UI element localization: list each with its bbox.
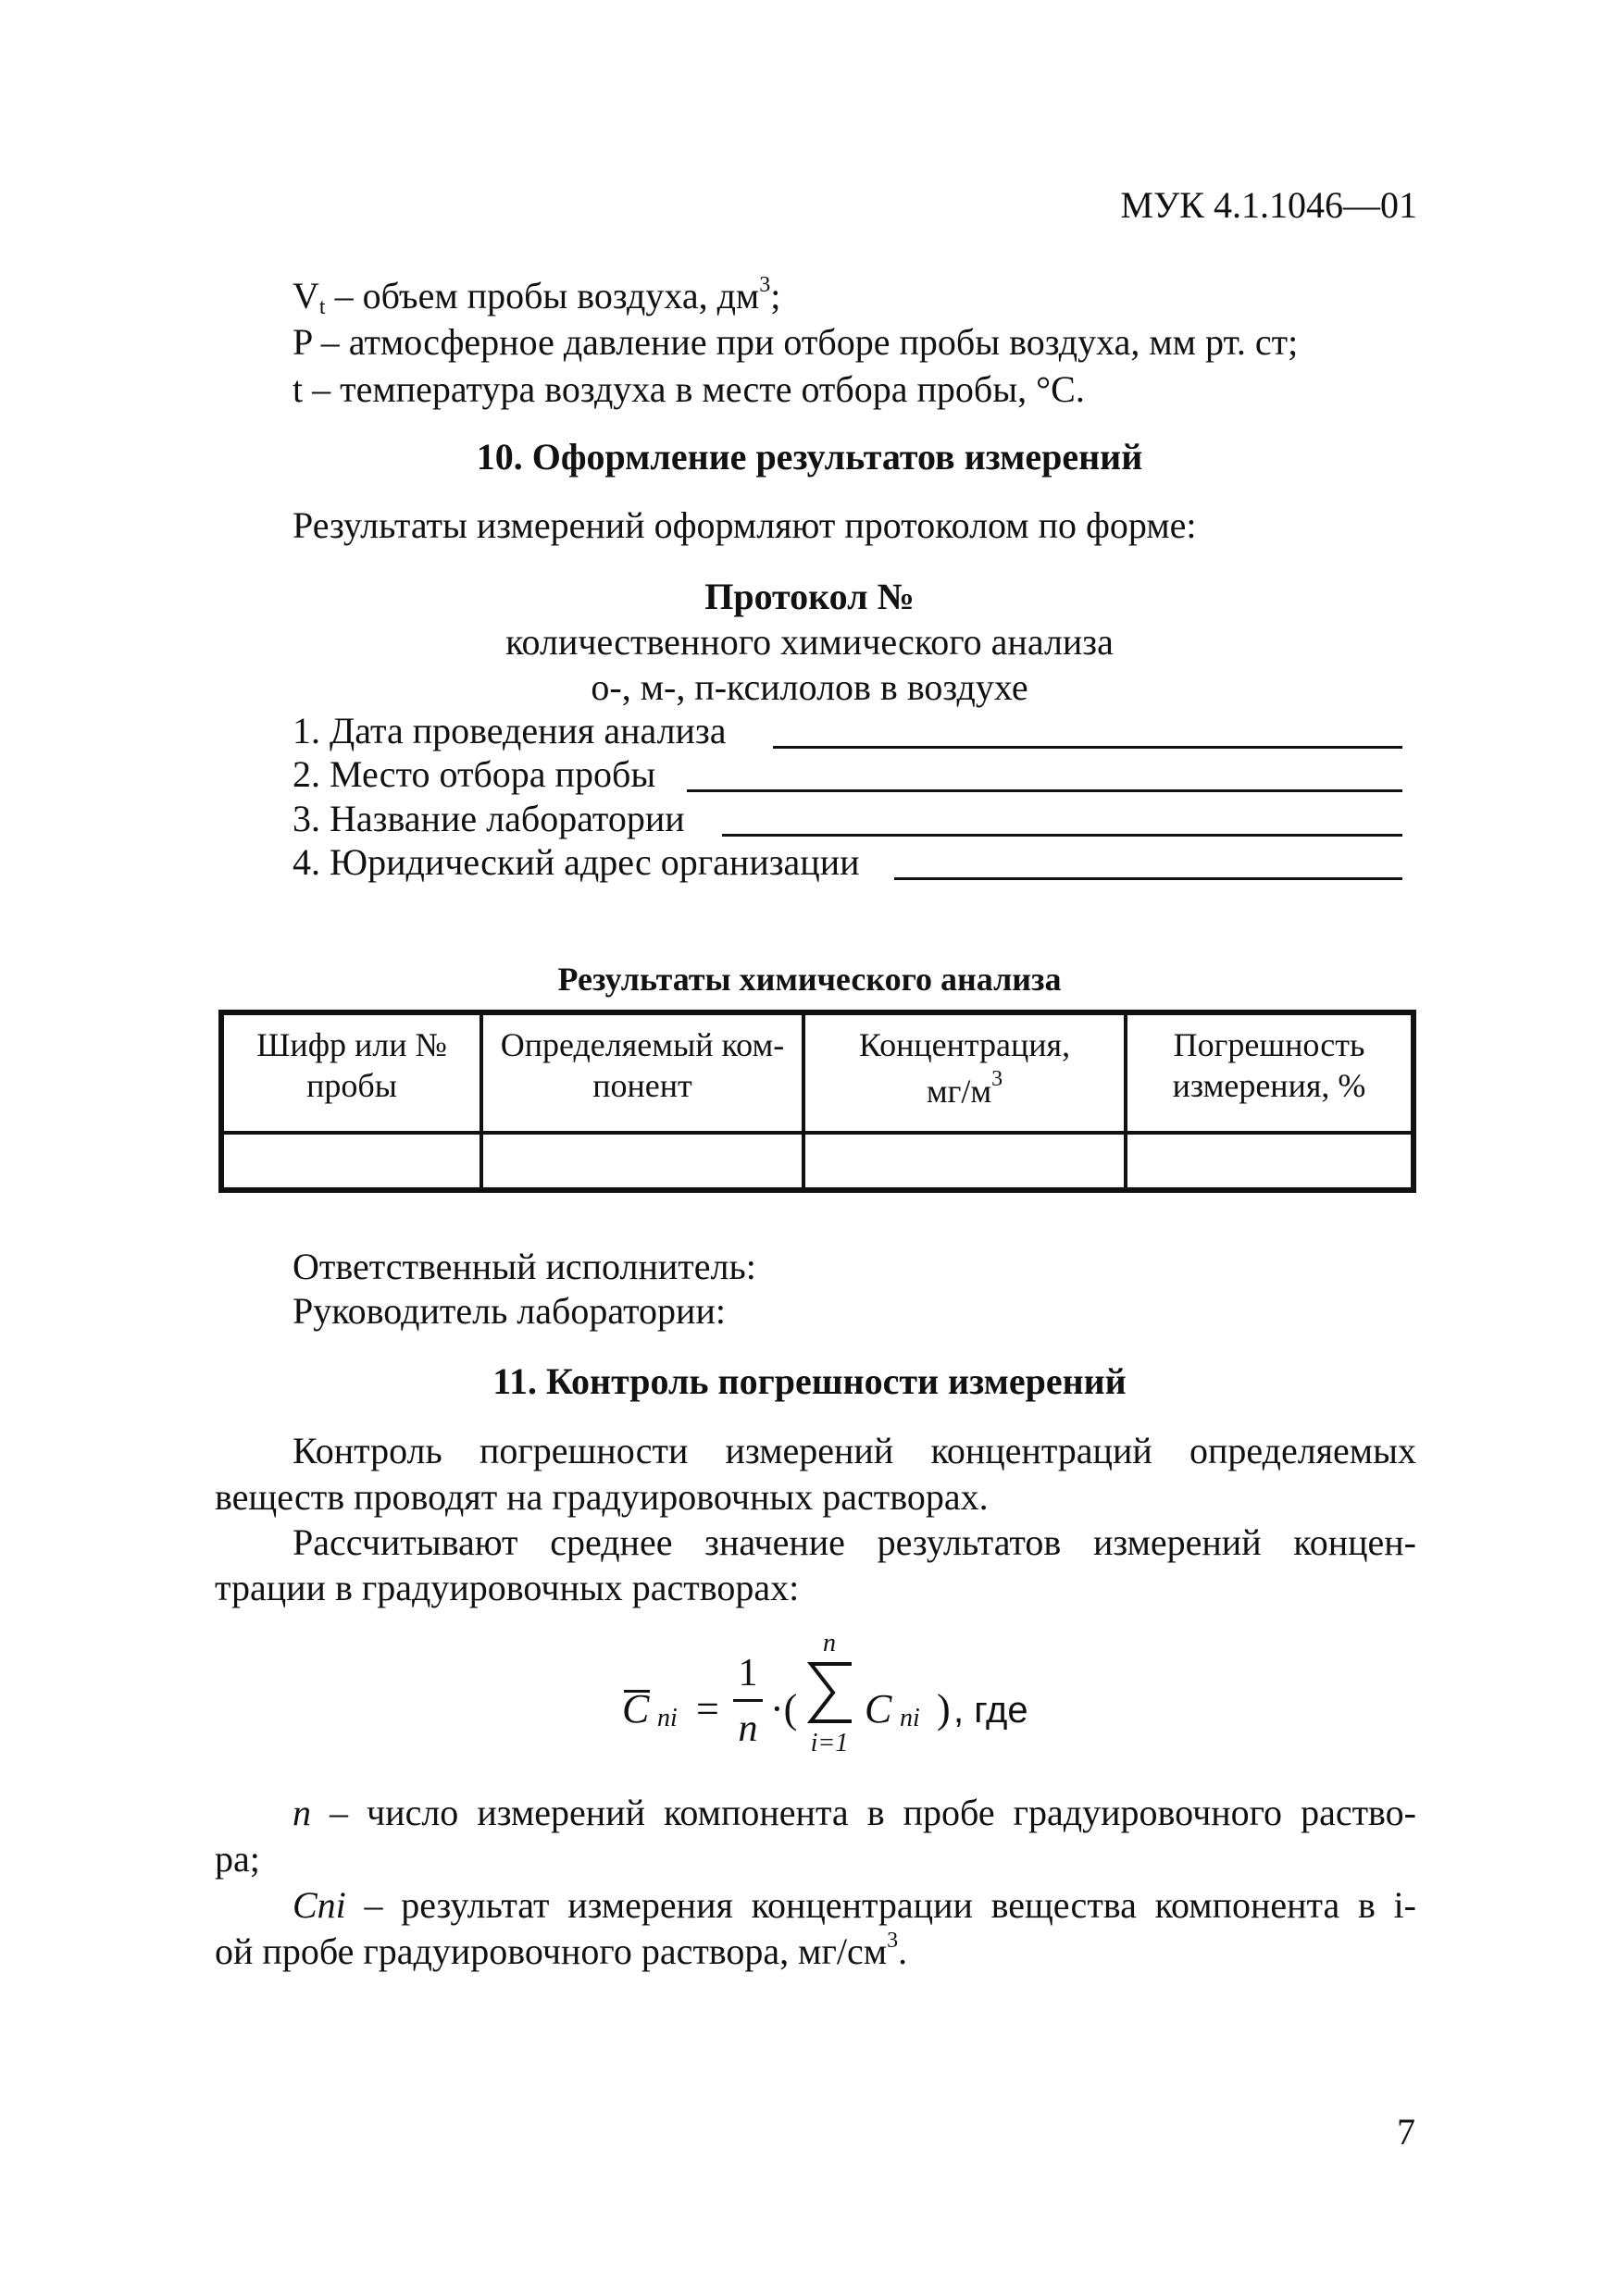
results-table-caption: Результаты химического анализа bbox=[557, 961, 1062, 998]
results-table bbox=[218, 1010, 1416, 1193]
header-error-line2: измерения, % bbox=[1172, 1067, 1366, 1104]
protocol-field-place: 2. Место отбора пробы bbox=[293, 753, 656, 795]
header-concentration-line1: Концентрация, bbox=[858, 1026, 1071, 1063]
protocol-field-date-blank[interactable] bbox=[773, 746, 1402, 749]
explain-cni-superscript: 3 bbox=[887, 1929, 899, 1953]
section-11-para1-line2: веществ проводят на градуировочных растворах. bbox=[215, 1476, 989, 1518]
formula-overline bbox=[624, 1690, 650, 1693]
results-table-empty-row bbox=[221, 1133, 1414, 1190]
vt-end: ; bbox=[770, 275, 781, 316]
formula-sum-lower: i=1 bbox=[810, 1729, 849, 1757]
section-11-para2-line1: Рассчитывают среднее значение результатов измерений концен- bbox=[293, 1521, 1416, 1563]
cell-concentration[interactable] bbox=[803, 1133, 1126, 1190]
signature-head: Руководитель лаборатории: bbox=[293, 1290, 726, 1332]
section-11-para1-line1: Контроль погрешности измерений концентраций определяемых bbox=[293, 1430, 1416, 1471]
section-11-para2-line2: трации в градуировочных растворах: bbox=[215, 1567, 800, 1608]
formula-denominator: n bbox=[738, 1707, 758, 1750]
explain-cni-end: . bbox=[898, 1930, 908, 1972]
explain-n-line2: ра; bbox=[215, 1838, 260, 1880]
results-table-header-row bbox=[221, 1012, 1414, 1133]
explain-cni-line2-text: ой пробе градуировочного раствора, мг/см bbox=[215, 1930, 888, 1972]
unit-superscript: 3 bbox=[991, 1067, 1003, 1091]
protocol-field-lab: 3. Название лаборатории bbox=[293, 798, 685, 839]
mean-formula bbox=[622, 1629, 1140, 1786]
protocol-field-date: 1. Дата проведения анализа bbox=[293, 710, 727, 751]
formula-dot-paren: ·( bbox=[770, 1686, 798, 1731]
header-sample-code-line2: пробы bbox=[306, 1067, 397, 1104]
formula-c: C bbox=[622, 1686, 650, 1731]
header-sample-code-line1: Шифр или № bbox=[256, 1026, 447, 1063]
explain-n-symbol: n bbox=[293, 1792, 311, 1833]
section-10-intro: Результаты измерений оформляют протоколом по форме: bbox=[293, 504, 1197, 546]
explain-cni-symbol: Cni bbox=[293, 1884, 346, 1926]
formula-numerator: 1 bbox=[738, 1652, 758, 1694]
document-code: МУК 4.1.1046—01 bbox=[1120, 184, 1417, 226]
protocol-subtitle-2: о-, м-, п-ксилолов в воздухе bbox=[591, 666, 1028, 708]
cell-sample-code[interactable] bbox=[221, 1133, 481, 1190]
header-concentration-unit bbox=[811, 1067, 1118, 1111]
formula-fraction-bar bbox=[733, 1699, 763, 1702]
formula-ni2: ni bbox=[900, 1704, 920, 1732]
protocol-field-address-blank[interactable] bbox=[894, 877, 1402, 880]
header-error bbox=[1126, 1012, 1414, 1133]
definition-vt bbox=[293, 274, 780, 318]
cell-error[interactable] bbox=[1126, 1133, 1414, 1190]
protocol-title: Протокол № bbox=[704, 576, 915, 617]
vt-subscript: t bbox=[318, 295, 326, 319]
explain-cni-line2 bbox=[215, 1930, 907, 1974]
protocol-field-address: 4. Юридический адрес организации bbox=[293, 841, 860, 883]
protocol-field-place-blank[interactable] bbox=[687, 789, 1402, 792]
section-11-title: 11. Контроль погрешности измерений bbox=[492, 1360, 1127, 1402]
vt-superscript: 3 bbox=[759, 273, 771, 297]
signature-executor: Ответственный исполнитель: bbox=[293, 1246, 756, 1287]
formula-close-paren: ) bbox=[937, 1686, 951, 1731]
formula-where: , где bbox=[953, 1690, 1028, 1731]
formula-sum-upper: n bbox=[823, 1629, 836, 1657]
explain-cni-line1 bbox=[293, 1883, 1416, 1928]
protocol-subtitle-1: количественного химического анализа bbox=[505, 621, 1114, 663]
page-number: 7 bbox=[1397, 2111, 1415, 2153]
definition-p: P – атмосферное давление при отборе пробы воздуха, мм рт. ст; bbox=[293, 321, 1299, 363]
explain-n-line1 bbox=[293, 1791, 1416, 1835]
protocol-field-lab-blank[interactable] bbox=[722, 834, 1402, 837]
unit-text: мг/м bbox=[926, 1073, 992, 1110]
header-component-line1: Определяемый ком- bbox=[500, 1026, 785, 1063]
header-component-line2: понент bbox=[592, 1067, 692, 1104]
header-sample-code bbox=[221, 1012, 481, 1133]
explain-n-text: – число измерений компонента в пробе градуировочного раство- bbox=[311, 1792, 1416, 1833]
summation-icon bbox=[805, 1660, 855, 1725]
formula-c2: C bbox=[865, 1686, 892, 1731]
header-component bbox=[481, 1012, 803, 1133]
cell-component[interactable] bbox=[481, 1133, 803, 1190]
formula-ni: ni bbox=[657, 1704, 678, 1732]
header-error-line1: Погрешность bbox=[1173, 1026, 1365, 1063]
explain-cni-text: – результат измерения концентрации вещества компонента в i- bbox=[345, 1884, 1416, 1926]
header-concentration bbox=[803, 1012, 1126, 1133]
vt-symbol: V bbox=[293, 275, 319, 316]
section-10-title: 10. Оформление результатов измерений bbox=[476, 436, 1143, 478]
formula-equals: = bbox=[696, 1686, 719, 1731]
vt-text: – объем пробы воздуха, дм bbox=[325, 275, 760, 316]
definition-t: t – температура воздуха в месте отбора пробы, °С. bbox=[293, 368, 1085, 410]
